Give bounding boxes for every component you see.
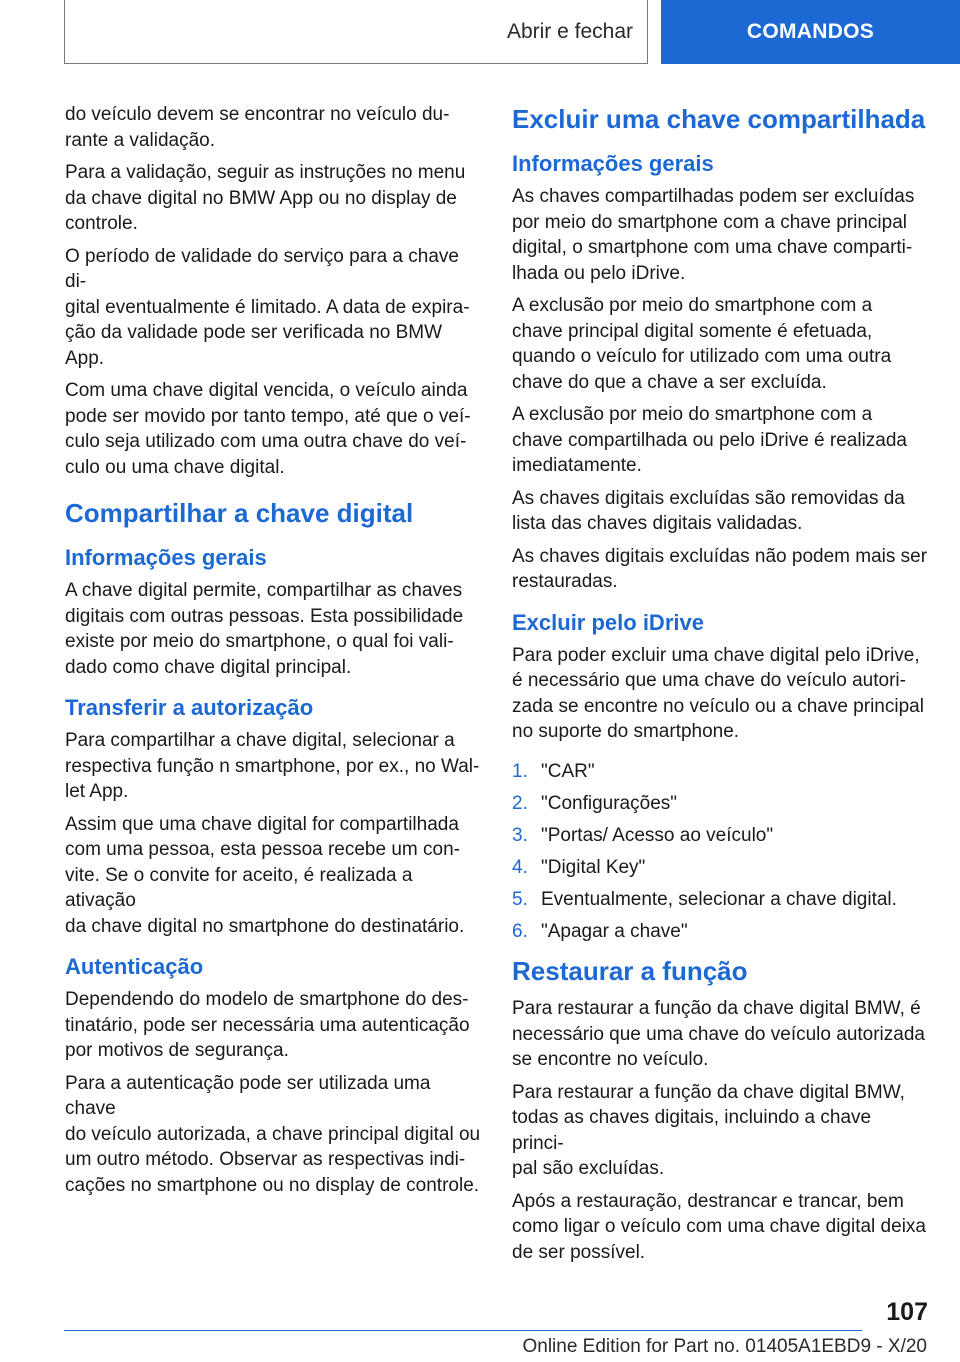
header-chapter-tab: COMANDOS xyxy=(661,0,960,64)
right-paragraph-6: Para poder excluir uma chave digital pelo iDrive, é necessário que uma chave do veículo autori‐ zada se encontre no veículo ou a chave principal no suporte do smartphone. xyxy=(512,644,924,742)
right-paragraph-4: As chaves digitais excluídas são removidas da lista das chaves digitais validadas. xyxy=(512,487,905,534)
step-number: 1. xyxy=(512,760,528,782)
header-frame xyxy=(64,0,648,64)
right-paragraph-9: Após a restauração, destrancar e trancar, bem como ligar o veículo com uma chave digital deixa de ser possível. xyxy=(512,1190,926,1263)
heading-share-digital-key: Compartilhar a chave digital xyxy=(65,498,414,528)
right-column xyxy=(512,102,928,1272)
step-item xyxy=(512,919,928,945)
heading-delete-shared-key: Excluir uma chave compartilhada xyxy=(512,104,926,134)
step-text: "CAR" xyxy=(541,760,595,782)
left-paragraph-4: Com uma chave digital vencida, o veículo ainda pode ser movido por tanto tempo, até que o veí‐ culo seja utilizado com uma outra chave do veí‐ culo ou uma chave digital. xyxy=(65,380,471,478)
right-paragraph-5: As chaves digitais excluídas não podem mais ser restauradas. xyxy=(512,545,928,592)
subheading-delete-via-idrive: Excluir pelo iDrive xyxy=(512,609,704,635)
footer-divider xyxy=(64,1330,862,1331)
page-number: 107 xyxy=(886,1298,928,1326)
steps-list xyxy=(512,759,928,945)
step-number: 2. xyxy=(512,792,528,814)
step-text: "Digital Key" xyxy=(541,856,646,878)
step-item xyxy=(512,855,928,881)
step-item xyxy=(512,791,928,817)
step-number: 3. xyxy=(512,824,528,846)
subheading-general-info-right: Informações gerais xyxy=(512,151,714,176)
right-paragraph-7: Para restaurar a função da chave digital BMW, é necessário que uma chave do veículo autorizada se encontre no veículo. xyxy=(512,998,925,1071)
left-paragraph-5: A chave digital permite, compartilhar as chaves digitais com outras pessoas. Esta possibilidade existe por meio do smartphone, o qual foi vali‐ dado como chave digital principal. xyxy=(65,580,464,678)
subheading-general-info: Informações gerais xyxy=(65,545,267,570)
step-number: 6. xyxy=(512,920,528,942)
right-paragraph-1: As chaves compartilhadas podem ser excluídas por meio do smartphone com a chave principal digital, o smartphone com uma chave comparti‐ lhada ou pelo iDrive. xyxy=(512,186,915,284)
step-number: 4. xyxy=(512,856,528,878)
heading-restore-function: Restaurar a função xyxy=(512,956,748,987)
step-item xyxy=(512,887,928,913)
left-paragraph-8: Dependendo do modelo de smartphone do des‐ tinatário, pode ser necessária uma autenticação por motivos de segurança. xyxy=(65,989,470,1061)
step-item xyxy=(512,823,928,849)
left-paragraph-1: do veículo devem se encontrar no veículo du‐ rante a validação. xyxy=(65,104,450,151)
header-section-title: Abrir e fechar xyxy=(506,20,633,43)
right-paragraph-2: A exclusão por meio do smartphone com a chave principal digital somente é efetuada, quando o veículo for utilizado com uma outra chave do que a chave a ser excluída. xyxy=(512,295,892,393)
footer-edition-text: Online Edition for Part no. 01405A1EBD9 - X/20 xyxy=(522,1336,927,1357)
left-column xyxy=(65,102,481,1205)
step-number: 5. xyxy=(512,888,528,910)
left-paragraph-2: Para a validação, seguir as instruções no menu da chave digital no BMW App ou no display de controle. xyxy=(65,162,466,234)
subheading-authentication: Autenticação xyxy=(65,954,204,979)
subheading-transfer-authorization: Transferir a autorização xyxy=(65,695,314,720)
step-text: "Portas/ Acesso ao veículo" xyxy=(541,824,774,846)
left-paragraph-7: Assim que uma chave digital for compartilhada com uma pessoa, esta pessoa recebe um con‐ vite. Se o convite for aceito, é realizada a ativação da chave digital no smartphone do destinatário. xyxy=(65,813,465,937)
left-paragraph-9: Para a autenticação pode ser utilizada uma chave do veículo autorizada, a chave principal digital ou um outro método. Observar as respectivas indi‐ cações no smartphone ou no display de controle. xyxy=(65,1072,481,1196)
step-text: "Apagar a chave" xyxy=(541,920,688,942)
left-paragraph-6: Para compartilhar a chave digital, selecionar a respectiva função n smartphone, por ex., no Wal‐ let App. xyxy=(65,730,480,802)
step-item xyxy=(512,759,928,785)
right-paragraph-8: Para restaurar a função da chave digital BMW, todas as chaves digitais, incluindo a chave princi‐ pal são excluídas. xyxy=(512,1081,905,1180)
right-paragraph-3: A exclusão por meio do smartphone com a chave compartilhada ou pelo iDrive é realizada imediatamente. xyxy=(512,404,908,476)
step-text: "Configurações" xyxy=(541,792,678,814)
step-text: Eventualmente, selecionar a chave digital. xyxy=(541,888,897,910)
left-paragraph-3: O período de validade do serviço para a chave di‐ gital eventualmente é limitado. A data de expira‐ ção da validade pode ser verificada no BMW App. xyxy=(65,245,470,369)
